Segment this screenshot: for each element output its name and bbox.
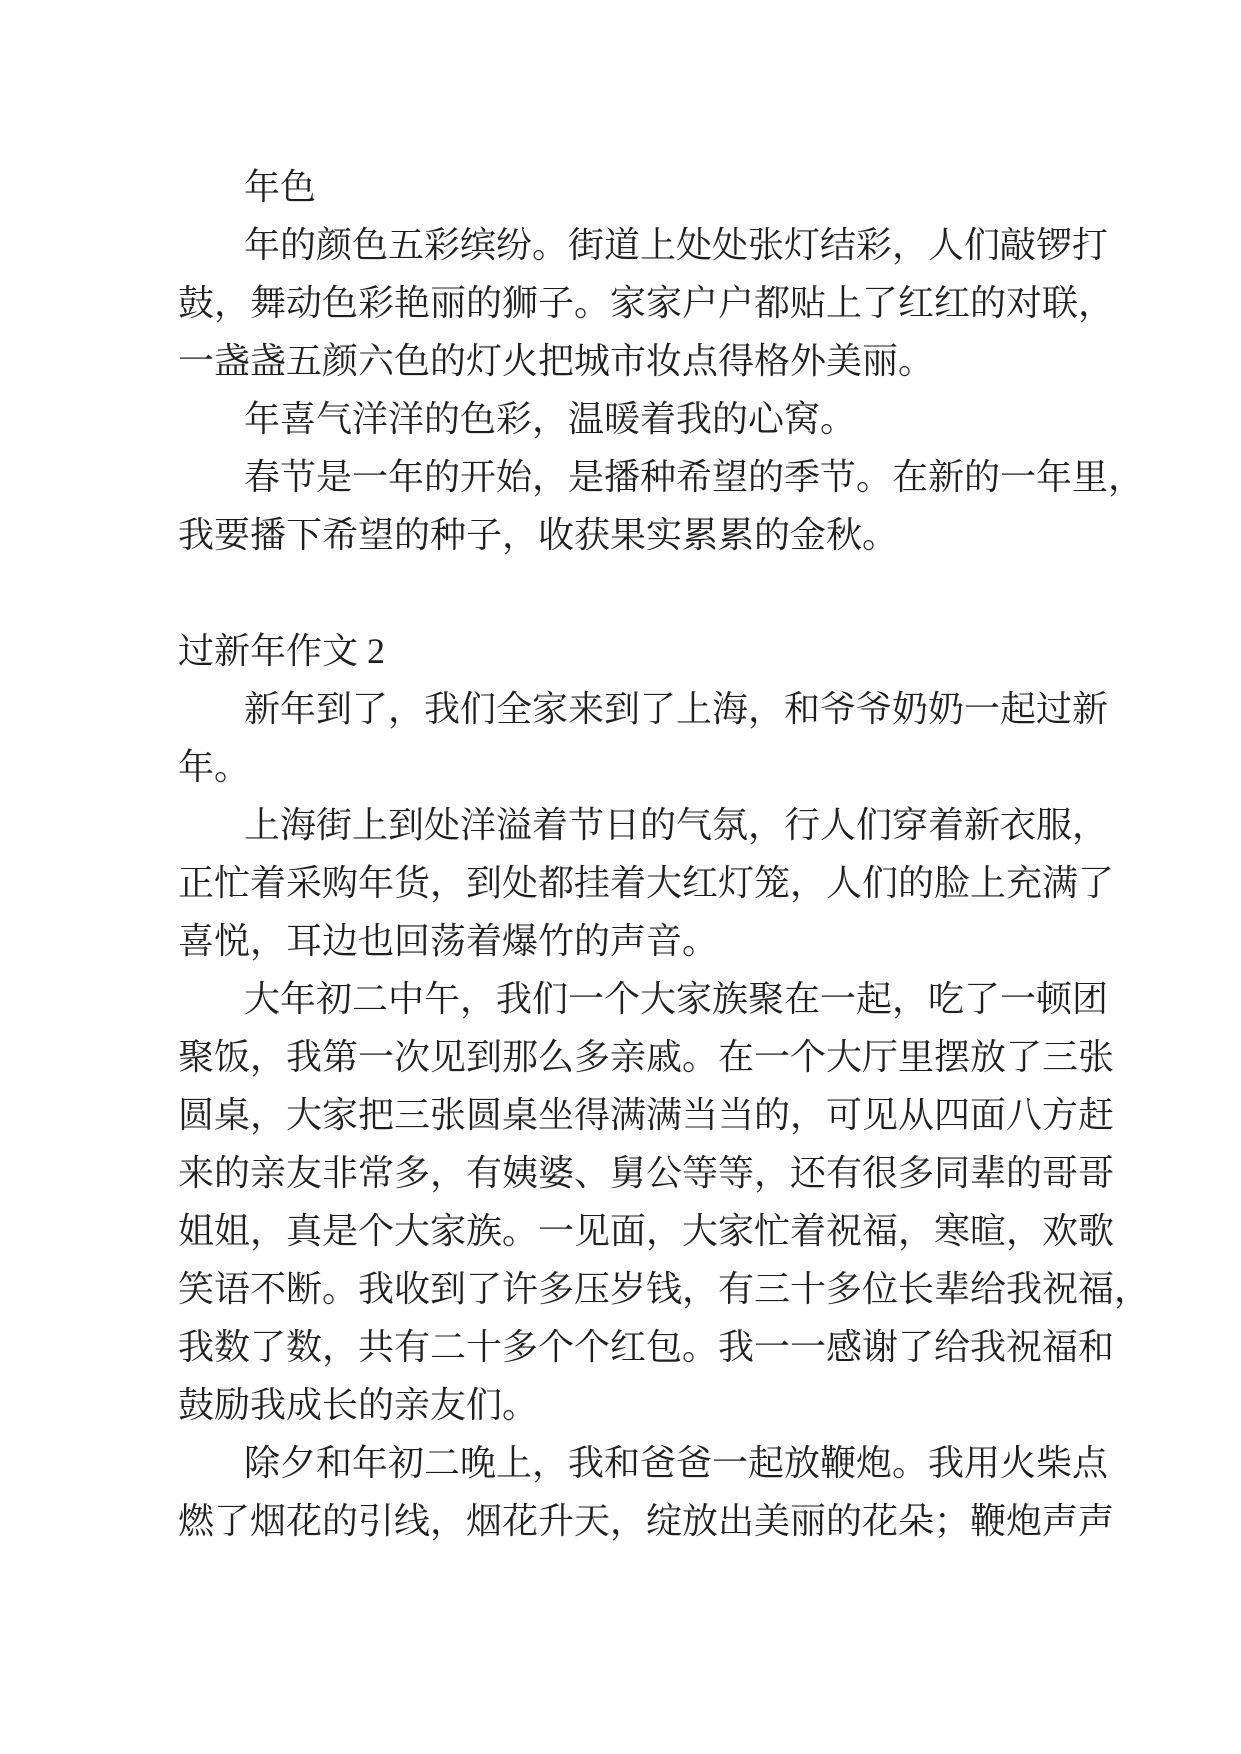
text-line: 大年初二中午，我们一个大家族聚在一起，吃了一顿团 <box>244 979 1109 1019</box>
text-line: 年色 <box>244 167 317 207</box>
text-line: 上海街上到处洋溢着节日的气氛，行人们穿着新衣服， <box>244 805 1109 845</box>
text-line: 来的亲友非常多，有姨婆、舅公等等，还有很多同辈的哥哥 <box>178 1153 1115 1193</box>
blank-line <box>178 564 1088 622</box>
text-line: 一盏盏五颜六色的灯火把城市妆点得格外美丽。 <box>178 341 935 381</box>
text-line: 除夕和年初二晚上，我和爸爸一起放鞭炮。我用火柴点 <box>244 1443 1109 1483</box>
text-line: 年喜气洋洋的色彩，温暖着我的心窝。 <box>244 399 857 439</box>
section-heading: 过新年作文 2 <box>178 631 386 671</box>
text-line: 年的颜色五彩缤纷。街道上处处张灯结彩，人们敲锣打 <box>244 225 1109 265</box>
text-line: 正忙着采购年货，到处都挂着大红灯笼，人们的脸上充满了 <box>178 863 1115 903</box>
essay-body <box>178 158 1151 1550</box>
text-line: 笑语不断。我收到了许多压岁钱，有三十多位长辈给我祝福， <box>178 1269 1151 1309</box>
text-line: 喜悦，耳边也回荡着爆竹的声音。 <box>178 921 719 961</box>
text-line: 燃了烟花的引线，烟花升天，绽放出美丽的花朵；鞭炮声声 <box>178 1501 1115 1541</box>
text-line: 我数了数，共有二十多个个红包。我一一感谢了给我祝福和 <box>178 1327 1115 1367</box>
text-line: 圆桌，大家把三张圆桌坐得满满当当的，可见从四面八方赶 <box>178 1095 1115 1135</box>
text-line: 姐姐，真是个大家族。一见面，大家忙着祝福，寒暄，欢歌 <box>178 1211 1115 1251</box>
text-line: 鼓励我成长的亲友们。 <box>178 1385 539 1425</box>
text-line: 聚饭，我第一次见到那么多亲戚。在一个大厅里摆放了三张 <box>178 1037 1115 1077</box>
text-line: 鼓，舞动色彩艳丽的狮子。家家户户都贴上了红红的对联， <box>178 283 1115 323</box>
text-line: 春节是一年的开始，是播种希望的季节。在新的一年里， <box>244 457 1145 497</box>
text-line: 我要播下希望的种子，收获果实累累的金秋。 <box>178 515 899 555</box>
text-line: 年。 <box>178 747 251 787</box>
text-line: 新年到了，我们全家来到了上海，和爷爷奶奶一起过新 <box>244 689 1109 729</box>
